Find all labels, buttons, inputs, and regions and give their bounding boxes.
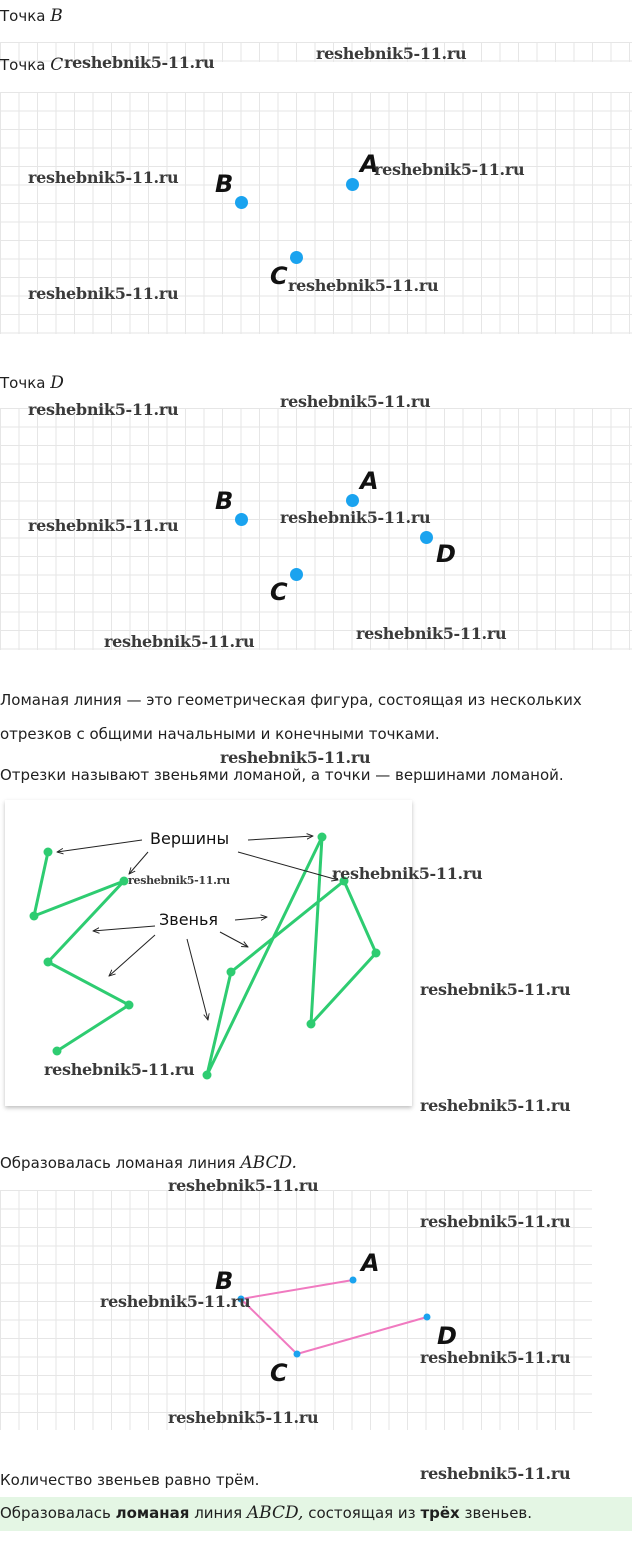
watermark: reshebnik5-11.ru: [104, 632, 255, 651]
conclusion-var: ABCD,: [246, 1503, 304, 1523]
conclusion-part: Образовалась: [0, 1504, 111, 1522]
watermark: reshebnik5-11.ru: [64, 53, 215, 72]
caption-point-b: [0, 6, 63, 26]
vertex: [30, 912, 39, 921]
point-label-a: A: [360, 467, 379, 495]
vertex: [372, 949, 381, 958]
point-label-d: D: [437, 1322, 457, 1350]
vertex-a: [350, 1277, 357, 1284]
watermark: reshebnik5-11.ru: [220, 748, 371, 767]
watermark: reshebnik5-11.ru: [316, 44, 467, 63]
point-label-c: C: [270, 578, 288, 606]
vertex-d: [424, 1314, 431, 1321]
point-a: [346, 178, 359, 191]
point-label-b: B: [215, 170, 234, 198]
point-label-c: C: [270, 262, 288, 290]
vertex: [318, 833, 327, 842]
point-b: [235, 513, 248, 526]
point-label-a: A: [361, 1249, 380, 1277]
watermark: reshebnik5-11.ru: [280, 508, 431, 527]
conclusion-bold: ломаная: [115, 1504, 190, 1522]
watermark: reshebnik5-11.ru: [288, 276, 439, 295]
point-label-b: B: [215, 487, 234, 515]
vertex: [125, 1001, 134, 1010]
watermark: reshebnik5-11.ru: [128, 874, 230, 887]
conclusion-bold: трёх: [420, 1504, 460, 1522]
point-d: [420, 531, 433, 544]
watermark: reshebnik5-11.ru: [420, 1464, 571, 1483]
definition-line-2: отрезков с общими начальными и конечными точками.: [0, 725, 440, 743]
watermark: reshebnik5-11.ru: [168, 1176, 319, 1195]
watermark: reshebnik5-11.ru: [28, 516, 179, 535]
point-b: [235, 196, 248, 209]
caption-text: Точка: [0, 7, 46, 25]
point-c: [290, 568, 303, 581]
caption-formed: [0, 1153, 297, 1173]
vertex: [44, 958, 53, 967]
conclusion-part: линия: [194, 1504, 243, 1522]
vertex: [203, 1071, 212, 1080]
polyline-vertices: [30, 833, 381, 1080]
watermark: reshebnik5-11.ru: [280, 392, 431, 411]
conclusion-text: [0, 1503, 532, 1523]
polyline-abcd-line: [241, 1280, 427, 1354]
watermark: reshebnik5-11.ru: [28, 168, 179, 187]
watermark: reshebnik5-11.ru: [356, 624, 507, 643]
definition-line-3: Отрезки называют звеньями ломаной, а точки — вершинами ломаной.: [0, 766, 564, 784]
point-label-a: A: [360, 150, 379, 178]
link-count-text: Количество звеньев равно трём.: [0, 1471, 260, 1489]
point-label-b: B: [215, 1267, 234, 1295]
vertex: [227, 968, 236, 977]
watermark: reshebnik5-11.ru: [420, 1096, 571, 1115]
links-label: Звенья: [159, 910, 219, 929]
point-label-d: D: [436, 540, 456, 568]
definition-line-1: Ломаная линия — это геометрическая фигура, состоящая из нескольких: [0, 691, 582, 709]
vertex-c: [294, 1351, 301, 1358]
caption-var: C: [50, 55, 64, 75]
watermark: reshebnik5-11.ru: [420, 980, 571, 999]
watermark: reshebnik5-11.ru: [28, 400, 179, 419]
vertex: [44, 848, 53, 857]
vertex: [307, 1020, 316, 1029]
conclusion-part: звеньев.: [464, 1504, 533, 1522]
polyline-left: [34, 852, 129, 1051]
vertices-label: Вершины: [150, 829, 230, 848]
point-c: [290, 251, 303, 264]
caption-var: D: [50, 373, 64, 393]
point-label-c: C: [270, 1359, 288, 1387]
watermark: reshebnik5-11.ru: [420, 1212, 571, 1231]
watermark: reshebnik5-11.ru: [28, 284, 179, 303]
caption-var: B: [50, 6, 63, 26]
caption-text: Образовалась ломаная линия: [0, 1154, 236, 1172]
watermark: reshebnik5-11.ru: [374, 160, 525, 179]
point-a: [346, 494, 359, 507]
caption-text: Точка: [0, 56, 46, 74]
watermark: reshebnik5-11.ru: [44, 1060, 195, 1079]
caption-text: Точка: [0, 374, 46, 392]
watermark: reshebnik5-11.ru: [332, 864, 483, 883]
watermark: reshebnik5-11.ru: [420, 1348, 571, 1367]
caption-var: ABCD.: [240, 1153, 297, 1173]
caption-point-c: [0, 55, 63, 75]
watermark: reshebnik5-11.ru: [168, 1408, 319, 1427]
caption-point-d: [0, 373, 64, 393]
watermark: reshebnik5-11.ru: [100, 1292, 251, 1311]
vertex: [53, 1047, 62, 1056]
conclusion-part: состоящая из: [308, 1504, 416, 1522]
